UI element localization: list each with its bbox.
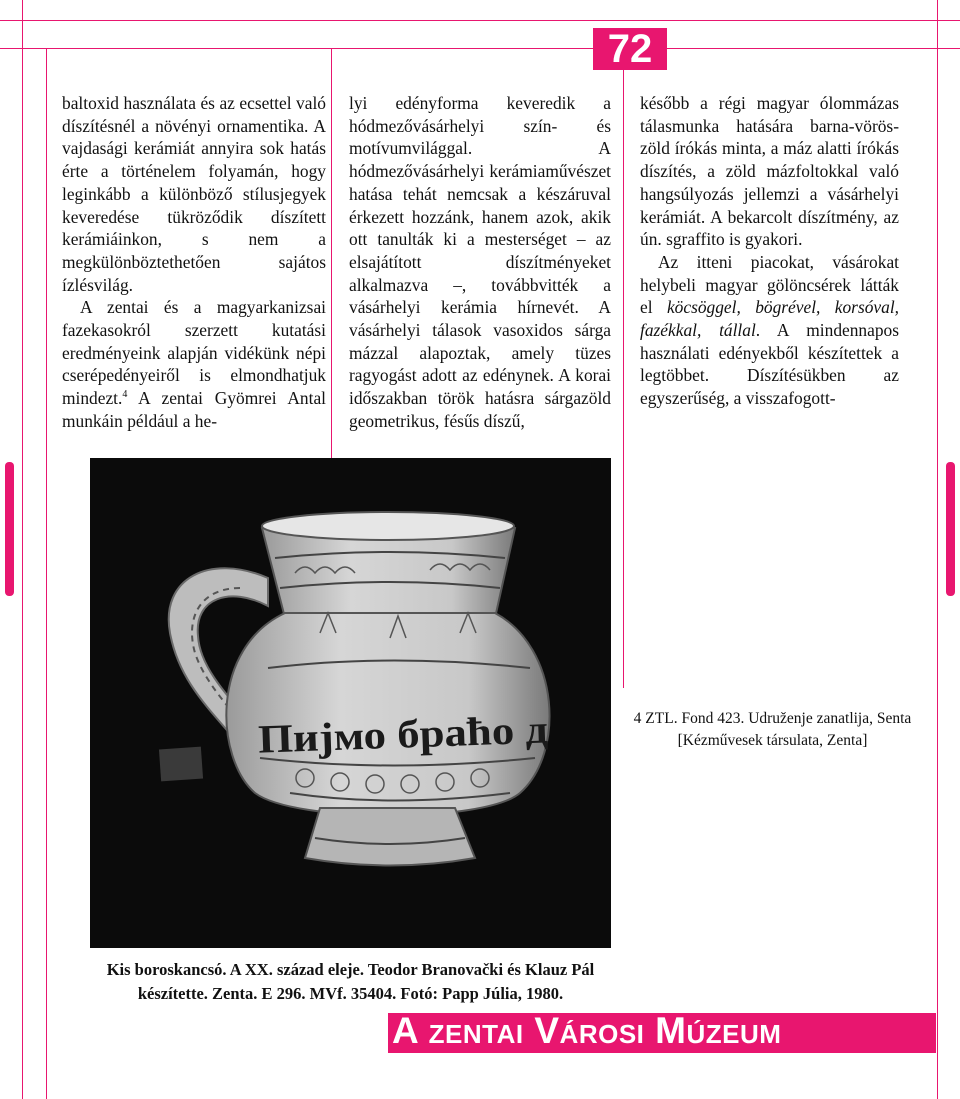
paragraph: lyi edényforma keveredik a hódmezővásárhelyi szín- és motívumvilággal. A hódmezővásárhelyi kerámiaművészet hatása tehát nemcsak a készáruval érkezett hozzánk, hanem azok, akik ott tanulták ki a mesterséget – az elsajátított díszítményeket alkalmazva –, továbbvitték a vásárhelyi kerámia hírnevét. A vásárhelyi tálasok vasoxidos sárga mázzal alapoztak, amely tüzes ragyogást adott az edénynek. A korai időszakban török hatásra sárgazöld geometrikus, fésűs díszű, — [349, 93, 611, 431]
paragraph — [640, 251, 899, 410]
edge-tab-left — [5, 462, 14, 596]
jug-photo — [90, 458, 611, 948]
page-number: 72 — [593, 28, 667, 70]
text-column-left — [62, 92, 326, 433]
column-divider-2 — [623, 48, 624, 688]
jug-inscription: Пијмо браћо д — [257, 707, 518, 762]
frame-rule-right — [937, 0, 938, 1099]
paragraph-text: A zentai és a magyarkanizsai fazekasokról szerzett kutatási eredményeink alapján vidékünk népi cserépedényeiről is elmondhatjuk mindezt. — [62, 297, 326, 409]
figure-caption: Kis boroskancsó. A XX. század eleje. Teodor Branovački és Klauz Pál készítette. Zenta. E 296. MVf. 35404. Fotó: Papp Júlia, 1980. — [106, 960, 595, 1003]
paragraph-text: Az itteni piacokat, vásárokat helybeli magyar gölöncsérek látták el — [640, 251, 899, 318]
paragraph-emphasis: köcsöggel, bögrével, korsóval, fazékkal, tállal — [640, 297, 899, 341]
museum-label — [159, 747, 203, 782]
paragraph: később a régi magyar ólommázas tálasmunka hatására barna-vörös-zöld írókás minta, a máz alatti írókás díszítés, a zöld mázfoltokkal való hangsúlyozás jellemzi a vásárhelyi kerámiát. A bekarcolt díszítmény, az ún. sgraffito is gyakori. — [640, 93, 899, 250]
text-column-middle — [349, 92, 611, 433]
footer-title: A zentai Városi Múzeum — [392, 1010, 782, 1051]
jug-foot — [305, 808, 475, 866]
edge-tab-right — [946, 462, 955, 596]
footnote-ref[interactable]: 4 — [122, 389, 128, 401]
text-column-right — [640, 92, 899, 410]
paragraph-text: . A mindennapos használati edényekből készítettek a legtöbbet. Díszítésükben az egyszerűség, a visszafogott- — [640, 320, 899, 409]
frame-rule-top-second — [0, 48, 960, 49]
column-divider-1 — [331, 48, 332, 458]
frame-rule-top — [0, 20, 960, 21]
frame-rule-left-inner — [46, 48, 47, 1099]
footnote: 4 ZTL. Fond 423. Udruženje zanatlija, Senta [Kézművesek társulata, Zenta] — [633, 710, 912, 749]
paragraph: baltoxid használata és az ecsettel való díszítésnél a növényi ornamentika. A vajdasági kerámiát annyira sok hatás érte a történelem folyamán, hogy leginkább a különböző stílusjegyek keveredése tükröződik díszített kerámiáinkon, s nem a megkülönböztethetően sajátos ízlésvilág. — [62, 93, 326, 295]
paragraph — [62, 296, 326, 432]
frame-rule-left — [22, 0, 23, 1099]
paragraph-text: A zentai Gyömrei Antal munkáin például a he- — [62, 388, 326, 431]
